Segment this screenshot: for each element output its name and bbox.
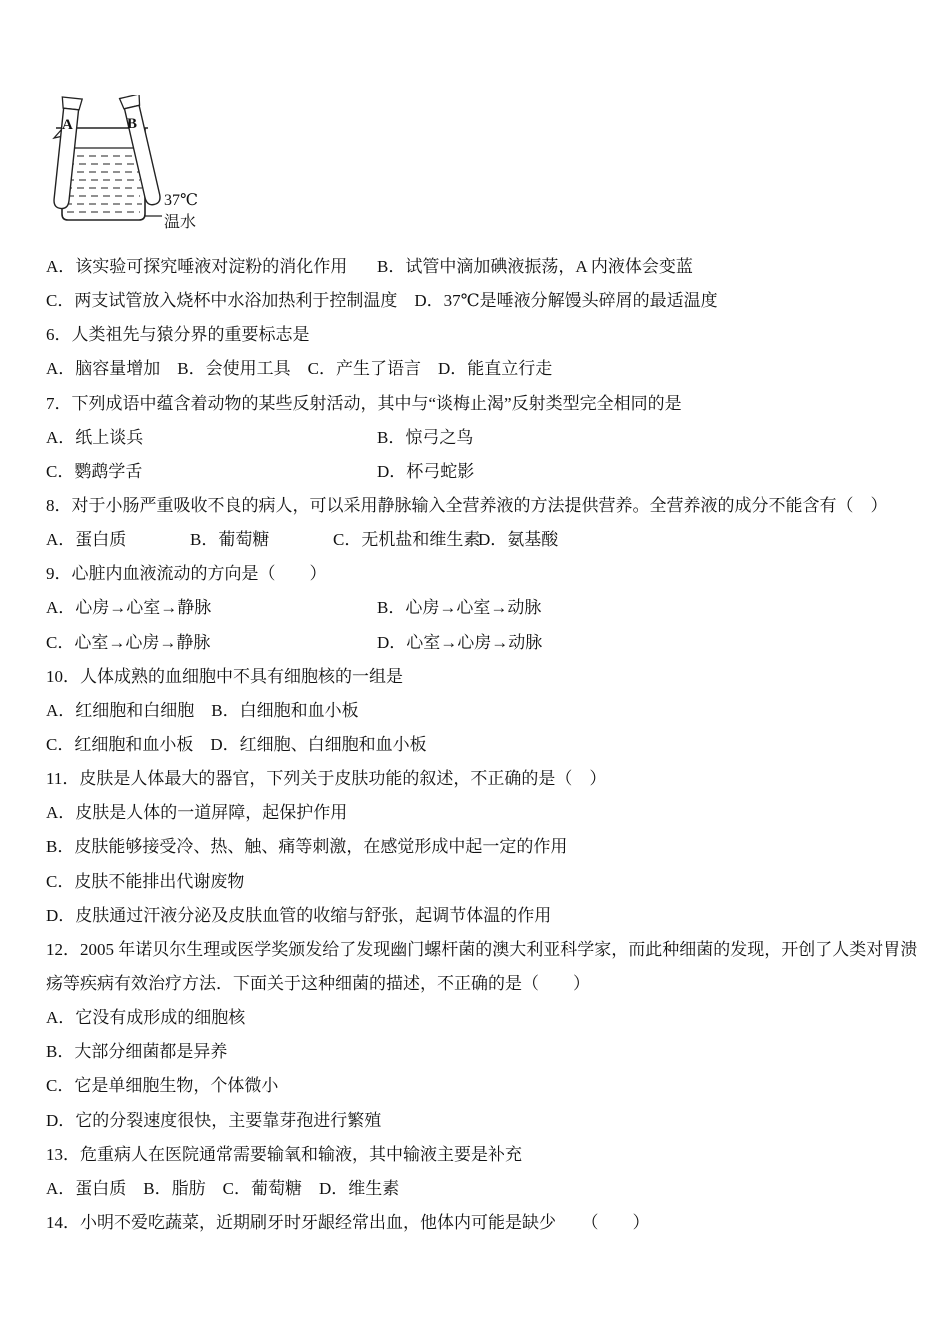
option-d: D．皮肤通过汗液分泌及皮肤血管的收缩与舒张，起调节体温的作用 (46, 906, 552, 925)
option-b: B．试管中滴加碘液振荡，A 内液体会变蓝 (377, 257, 693, 276)
question-text: 12．2005 年诺贝尔生理或医学奖颁发给了发现幽门螺杆菌的澳大利亚科学家，而此种细菌的发现，开创了人类对胃溃 (46, 940, 918, 959)
options-q7-cd (46, 462, 474, 482)
option-a: A．它没有成形成的细胞核 (46, 1008, 246, 1027)
options-q10-cd (46, 735, 427, 755)
question-9 (46, 564, 327, 584)
option-q12-b (46, 1042, 227, 1062)
options-text: A．蛋白质 B．脂肪 C．葡萄糖 D．维生素 (46, 1179, 400, 1198)
option-a: A．纸上谈兵 (46, 428, 144, 447)
option-c: C．鹦鹉学舌 (46, 462, 143, 481)
question-text: 13．危重病人在医院通常需要输氧和输液，其中输液主要是补充 (46, 1145, 522, 1164)
question-text: 9．心脏内血液流动的方向是（ ） (46, 564, 327, 583)
option-q11-c (46, 872, 244, 892)
question-6 (46, 325, 310, 345)
option-q11-a (46, 803, 347, 823)
option-b: B．大部分细菌都是异养 (46, 1042, 228, 1061)
options-q8 (46, 530, 558, 550)
temperature-label: 37℃ (164, 192, 198, 209)
question-text: 7．下列成语中蕴含着动物的某些反射活动，其中与“谈梅止渴”反射类型完全相同的是 (46, 394, 682, 413)
tube-a-label: A (62, 117, 73, 133)
question-8 (46, 496, 888, 516)
question-text: 6．人类祖先与猿分界的重要标志是 (46, 325, 310, 344)
option-c: C．它是单细胞生物，个体微小 (46, 1076, 279, 1095)
question-12-line2 (46, 974, 590, 994)
option-cd: C．两支试管放入烧杯中水浴加热利于控制温度 D．37℃是唾液分解馒头碎屑的最适温度 (46, 291, 718, 310)
options-q9-cd (46, 633, 542, 653)
question-text: 11．皮肤是人体最大的器官，下列关于皮肤功能的叙述，不正确的是（ ） (46, 769, 607, 788)
option-d: D．心室→心房→动脉 (377, 633, 543, 652)
option-d: D．杯弓蛇影 (377, 462, 475, 481)
question-text: 8．对于小肠严重吸收不良的病人，可以采用静脉输入全营养液的方法提供营养。全营养液的成分不能含有（ ） (46, 496, 888, 515)
options-q7-ab (46, 428, 473, 448)
options-text: A．红细胞和白细胞 B．白细胞和血小板 (46, 701, 359, 720)
tube-b-label: B (127, 116, 138, 132)
question-text: 14．小明不爱吃蔬菜，近期刷牙时牙龈经常出血，他体内可能是缺少 （ ） (46, 1213, 650, 1232)
option-a: A．蛋白质 (46, 530, 127, 549)
option-a: A．皮肤是人体的一道屏障，起保护作用 (46, 803, 348, 822)
options-q6 (46, 359, 552, 379)
option-line-q5-ab (46, 257, 693, 277)
option-q12-d (46, 1111, 381, 1131)
option-c: C．无机盐和维生素 (333, 530, 481, 549)
test-tube-b (120, 95, 164, 207)
test-tube-a (51, 97, 82, 209)
options-q9-ab (46, 598, 541, 618)
option-b: B．葡萄糖 (190, 530, 270, 549)
option-q11-d (46, 906, 551, 926)
options-q13 (46, 1179, 399, 1199)
option-q12-a (46, 1008, 245, 1028)
question-text: 10．人体成熟的血细胞中不具有细胞核的一组是 (46, 667, 403, 686)
option-d: D．氨基酸 (478, 530, 559, 549)
question-12-line1 (46, 940, 917, 960)
option-c: C．心室→心房→静脉 (46, 633, 211, 652)
option-a: A．该实验可探究唾液对淀粉的消化作用 (46, 257, 348, 276)
option-c: C．皮肤不能排出代谢废物 (46, 872, 245, 891)
question-10 (46, 667, 403, 687)
option-b: B．心房→心室→动脉 (377, 598, 542, 617)
beaker-water-bath-figure (40, 95, 250, 245)
option-b: B．皮肤能够接受冷、热、触、痛等刺激，在感觉形成中起一定的作用 (46, 837, 568, 856)
question-11 (46, 769, 606, 789)
question-13 (46, 1145, 522, 1165)
question-7 (46, 394, 682, 414)
option-b: B．惊弓之鸟 (377, 428, 474, 447)
option-q11-b (46, 837, 567, 857)
warm-water-label: 温水 (164, 214, 197, 231)
options-text: A．脑容量增加 B．会使用工具 C．产生了语言 D．能直立行走 (46, 359, 553, 378)
options-text: C．红细胞和血小板 D．红细胞、白细胞和血小板 (46, 735, 427, 754)
water-dashes (65, 156, 142, 212)
option-q12-c (46, 1076, 278, 1096)
option-line-q5-cd (46, 291, 718, 311)
option-d: D．它的分裂速度很快，主要靠芽孢进行繁殖 (46, 1111, 382, 1130)
question-14 (46, 1213, 650, 1233)
options-q10-ab (46, 701, 359, 721)
option-a: A．心房→心室→静脉 (46, 598, 212, 617)
question-text: 疡等疾病有效治疗方法．下面关于这种细菌的描述，不正确的是（ ） (46, 974, 590, 993)
